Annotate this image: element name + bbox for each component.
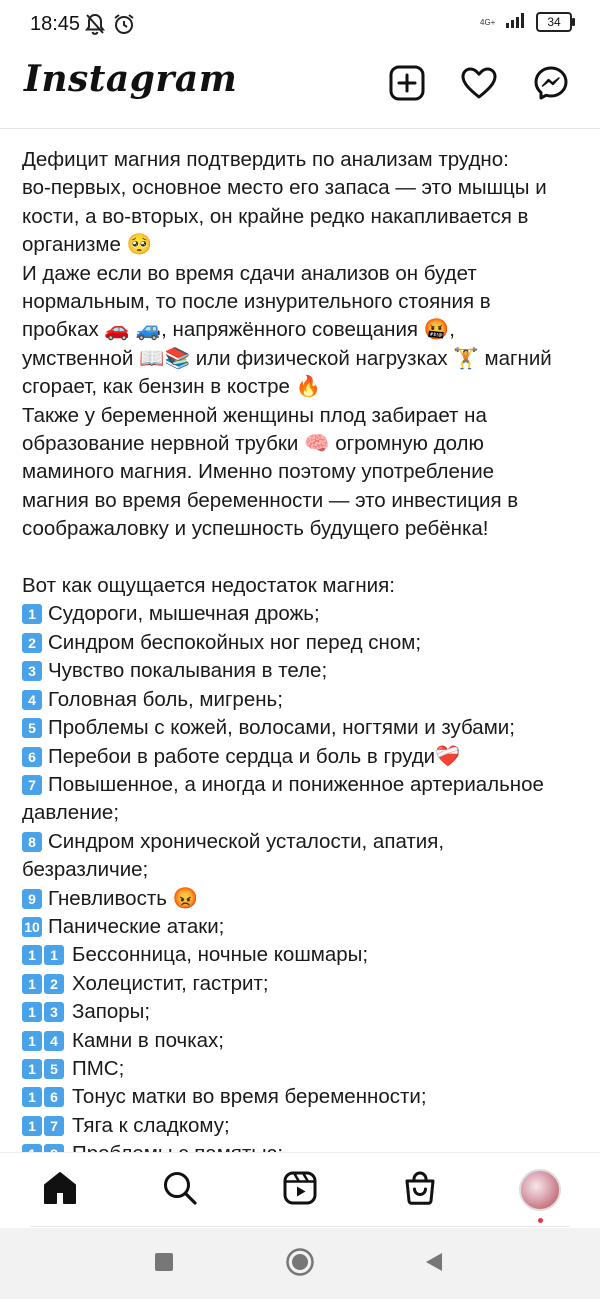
bottom-nav [0, 1152, 600, 1227]
symptom-list-item [22, 1027, 586, 1055]
header-actions [388, 66, 570, 104]
number-badge: 1 7 [22, 1116, 66, 1136]
number-badge: 7 [22, 775, 42, 795]
network-label: 4G+ [480, 17, 496, 27]
messenger-icon [533, 65, 569, 105]
number-badge: 1 1 [22, 945, 66, 965]
caption-line: соображаловку и успешность будущего ребёнка! [22, 517, 489, 541]
symptom-text: Тонус матки во время беременности; [72, 1085, 427, 1109]
symptom-list-item [22, 913, 586, 941]
symptom-list [22, 600, 586, 1168]
number-badge: 6 [22, 747, 42, 767]
symptom-text: Панические атаки; [48, 914, 225, 938]
battery-icon: 34 [536, 12, 572, 32]
nav-home-button[interactable] [37, 1167, 83, 1213]
caption-line: И даже если во время сдачи анализов он будет [22, 261, 477, 285]
reels-icon [282, 1170, 318, 1210]
symptom-list-item [22, 941, 586, 969]
symptom-text: Холецистит, гастрит; [72, 971, 269, 995]
notifications-button[interactable] [460, 66, 498, 104]
caption-line: пробках 🚗 🚙, напряжённого совещания 🤬, [22, 318, 455, 342]
caption-spacer [22, 544, 586, 572]
number-badge: 1 3 [22, 1002, 66, 1022]
caption-line: образование нервной трубки 🧠 огромную долю [22, 432, 484, 456]
caption-line: во-первых, основное место его запаса — это мышцы и [22, 176, 547, 200]
symptom-text: безразличие; [22, 858, 149, 882]
number-badge: 8 [22, 832, 42, 852]
symptom-list-title: Вот как ощущается недостаток магния: [22, 574, 395, 598]
recents-square-icon [154, 1252, 174, 1276]
number-badge: 1 [22, 604, 42, 624]
caption-line: умственной 📖📚 или физической нагрузках 🏋 магний [22, 346, 552, 370]
number-badge: 1 2 [22, 974, 66, 994]
home-icon [42, 1170, 78, 1210]
new-post-button[interactable] [388, 66, 426, 104]
status-icons-left [84, 12, 136, 40]
alarm-icon [112, 12, 136, 40]
symptom-text: Судороги, мышечная дрожь; [48, 602, 320, 626]
new-post-icon [389, 65, 425, 105]
symptom-text: Запоры; [72, 1000, 151, 1024]
muted-bell-icon [84, 12, 106, 40]
profile-notification-dot [538, 1218, 543, 1223]
symptom-text: Камни в почках; [72, 1028, 224, 1052]
symptom-list-item [22, 885, 586, 913]
number-badge: 1 6 [22, 1087, 66, 1107]
number-badge: 2 [22, 633, 42, 653]
nav-search-button[interactable] [157, 1167, 203, 1213]
number-badge: 10 [22, 917, 42, 937]
profile-avatar [519, 1169, 561, 1211]
signal-icon [506, 12, 528, 32]
symptom-list-item [22, 600, 586, 628]
symptom-text: Чувство покалывания в теле; [48, 659, 328, 683]
nav-shop-button[interactable] [397, 1167, 443, 1213]
search-icon [162, 1170, 198, 1210]
system-nav-bar [0, 1228, 600, 1299]
status-bar [0, 0, 600, 52]
symptom-list-item [22, 998, 586, 1026]
number-badge: 1 5 [22, 1059, 66, 1079]
system-home-button[interactable] [284, 1248, 316, 1280]
nav-reels-button[interactable] [277, 1167, 323, 1213]
symptom-text: Бессонница, ночные кошмары; [72, 943, 369, 967]
symptom-list-item [22, 1112, 586, 1140]
home-circle-icon [285, 1247, 315, 1281]
symptom-list-item [22, 743, 586, 771]
symptom-list-item [22, 714, 586, 742]
number-badge: 9 [22, 889, 42, 909]
symptom-list-item [22, 1083, 586, 1111]
caption-line: нормальным, то после изнурительного стояния в [22, 290, 491, 314]
number-badge: 1 4 [22, 1031, 66, 1051]
back-triangle-icon [423, 1251, 445, 1277]
caption-line: Дефицит магния подтвердить по анализам трудно: [22, 148, 509, 171]
status-icons-right [480, 12, 572, 32]
messenger-button[interactable] [532, 66, 570, 104]
caption-line: сгорает, как бензин в костре 🔥 [22, 375, 322, 399]
symptom-list-item [22, 686, 586, 714]
symptom-list-item [22, 828, 586, 856]
caption-line: кости, а во-вторых, он крайне редко накапливается в [22, 204, 529, 228]
symptom-list-item [22, 799, 586, 827]
symptom-text: Повышенное, а иногда и пониженное артериальное [48, 772, 544, 796]
symptom-text: Синдром беспокойных ног перед сном; [48, 630, 422, 654]
symptom-text: Проблемы с кожей, волосами, ногтями и зубами; [48, 716, 515, 740]
caption-line: Также у беременной женщины плод забирает на [22, 403, 487, 427]
symptom-text: Тяга к сладкому; [72, 1113, 230, 1137]
symptom-text: давление; [22, 801, 120, 825]
symptom-text: ПМС; [72, 1056, 125, 1080]
symptom-list-item [22, 970, 586, 998]
caption-line: магния во время беременности — это инвестиция в [22, 488, 519, 512]
instagram-logo[interactable]: Instagram [24, 58, 238, 100]
caption-intro [22, 146, 586, 544]
heart-icon [460, 66, 498, 104]
symptom-list-item [22, 1055, 586, 1083]
back-button[interactable] [418, 1248, 450, 1280]
number-badge: 4 [22, 690, 42, 710]
post-caption [22, 146, 586, 1150]
recents-button[interactable] [148, 1248, 180, 1280]
app-header [0, 52, 600, 129]
symptom-list-item [22, 771, 586, 799]
symptom-list-item [22, 856, 586, 884]
symptom-list-item [22, 657, 586, 685]
symptom-text: Синдром хронической усталости, апатия, [48, 829, 445, 853]
number-badge: 3 [22, 661, 42, 681]
symptom-text: Перебои в работе сердца и боль в груди❤️‍🩹 [48, 744, 461, 768]
caption-line: маминого магния. Именно поэтому употребление [22, 460, 495, 484]
bottom-divider [30, 1226, 570, 1227]
status-time: 18:45 [30, 13, 81, 35]
caption-line: организме 🥺 [22, 233, 153, 257]
symptom-text: Гневливость 😡 [48, 886, 199, 910]
symptom-list-item [22, 629, 586, 657]
number-badge: 5 [22, 718, 42, 738]
symptom-text: Головная боль, мигрень; [48, 687, 283, 711]
nav-profile-button[interactable] [517, 1167, 563, 1213]
shop-icon [402, 1170, 438, 1210]
